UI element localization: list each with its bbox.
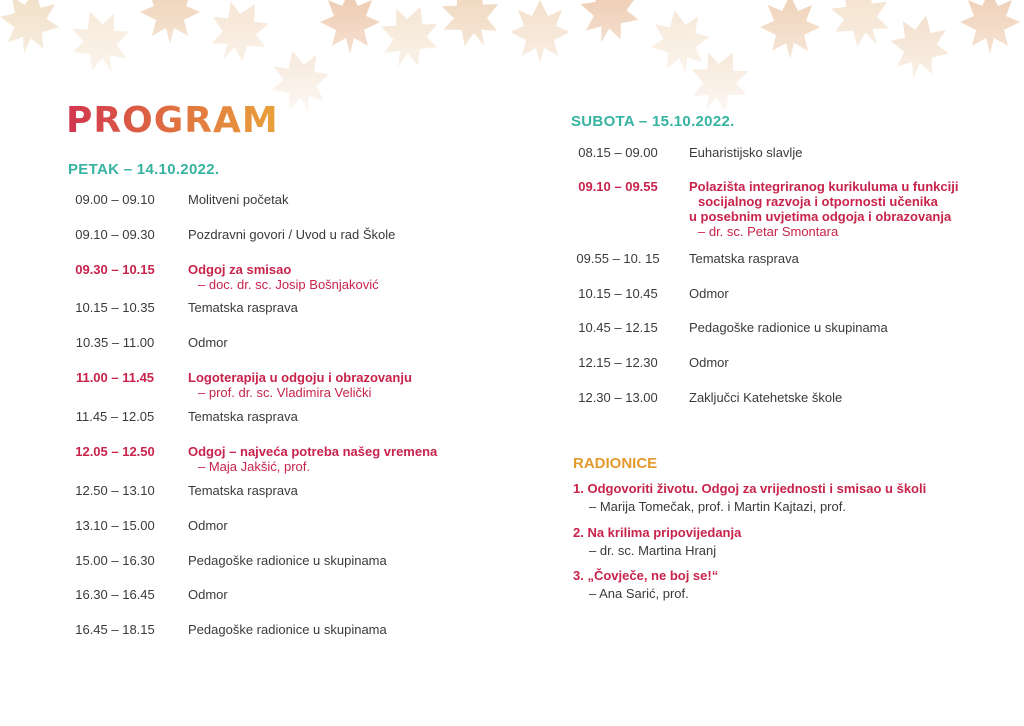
- time-slot: 10.35 – 11.00: [75, 335, 155, 350]
- session-title: Pozdravni govori / Uvod u rad Škole: [188, 227, 396, 242]
- time-slot: 11.45 – 12.05: [75, 409, 155, 424]
- session-speaker: – prof. dr. sc. Vladimira Velički: [198, 385, 372, 400]
- time-slot: 16.30 – 16.45: [75, 587, 155, 602]
- session-speaker: – dr. sc. Petar Smontara: [698, 224, 839, 239]
- workshop-author: – Marija Tomečak, prof. i Martin Kajtazi, prof.: [589, 499, 846, 514]
- session-title: Zaključci Katehetske škole: [689, 390, 843, 405]
- session-title-line: u posebnim uvjetima odgoja i obrazovanja: [689, 209, 952, 224]
- time-slot: 13.10 – 15.00: [75, 518, 155, 533]
- time-slot: 11.00 – 11.45: [75, 370, 155, 385]
- workshop-author: – Ana Sarić, prof.: [589, 586, 689, 601]
- time-slot: 16.45 – 18.15: [75, 622, 155, 637]
- session-title: Tematska rasprava: [689, 251, 799, 266]
- time-slot: 09.10 – 09.30: [75, 227, 155, 242]
- session-title: Odmor: [188, 335, 228, 350]
- session-title-line: Polazišta integriranog kurikuluma u funkciji: [689, 179, 959, 194]
- session-title: Pedagoške radionice u skupinama: [188, 622, 387, 637]
- time-slot: 12.05 – 12.50: [75, 444, 155, 459]
- workshop-item: [573, 480, 926, 516]
- session-title: Pedagoške radionice u skupinama: [689, 320, 888, 335]
- workshop-title: 1. Odgovoriti životu. Odgoj za vrijednosti i smisao u školi: [573, 481, 927, 496]
- session-title: Euharistijsko slavlje: [689, 145, 803, 160]
- workshop-item: [573, 524, 741, 560]
- time-slot: 15.00 – 16.30: [75, 553, 155, 568]
- time-slot: 09.10 – 09.55: [578, 179, 658, 194]
- session-title: Odmor: [188, 518, 228, 533]
- session-title: Odgoj za smisao: [188, 262, 292, 277]
- workshop-title: 2. Na krilima pripovijedanja: [573, 525, 742, 540]
- time-slot: 10.45 – 12.15: [578, 320, 658, 335]
- saturday-heading: SUBOTA – 15.10.2022.: [571, 113, 735, 130]
- session-speaker: – Maja Jakšić, prof.: [198, 459, 310, 474]
- session-title: Odgoj – najveća potreba našeg vremena: [188, 444, 438, 459]
- session-title: Tematska rasprava: [188, 300, 298, 315]
- time-slot: 12.30 – 13.00: [578, 390, 658, 405]
- time-slot: 09.00 – 09.10: [75, 192, 155, 207]
- time-slot: 10.15 – 10.35: [75, 300, 155, 315]
- session-title: Odmor: [689, 286, 729, 301]
- session-title: Pedagoške radionice u skupinama: [188, 553, 387, 568]
- session-title: Tematska rasprava: [188, 409, 298, 424]
- workshops-heading: RADIONICE: [573, 455, 658, 472]
- session-title: Odmor: [689, 355, 729, 370]
- session-title-line: socijalnog razvoja i otpornosti učenika: [698, 194, 938, 209]
- page-title: PROGRAM: [66, 100, 279, 141]
- time-slot: 12.15 – 12.30: [578, 355, 658, 370]
- session-title: Molitveni početak: [188, 192, 289, 207]
- time-slot: 09.55 – 10. 15: [576, 251, 660, 266]
- time-slot: 09.30 – 10.15: [75, 262, 155, 277]
- workshop-title: 3. „Čovječe, ne boj se!“: [573, 568, 719, 583]
- friday-heading: PETAK – 14.10.2022.: [68, 161, 220, 178]
- time-slot: 10.15 – 10.45: [578, 286, 658, 301]
- workshop-item: [573, 567, 718, 603]
- session-title: Tematska rasprava: [188, 483, 298, 498]
- session-title: Logoterapija u odgoju i obrazovanju: [188, 370, 412, 385]
- time-slot: 08.15 – 09.00: [578, 145, 658, 160]
- session-title: Odmor: [188, 587, 228, 602]
- workshop-author: – dr. sc. Martina Hranj: [589, 543, 717, 558]
- session-speaker: – doc. dr. sc. Josip Bošnjaković: [198, 277, 379, 292]
- time-slot: 12.50 – 13.10: [75, 483, 155, 498]
